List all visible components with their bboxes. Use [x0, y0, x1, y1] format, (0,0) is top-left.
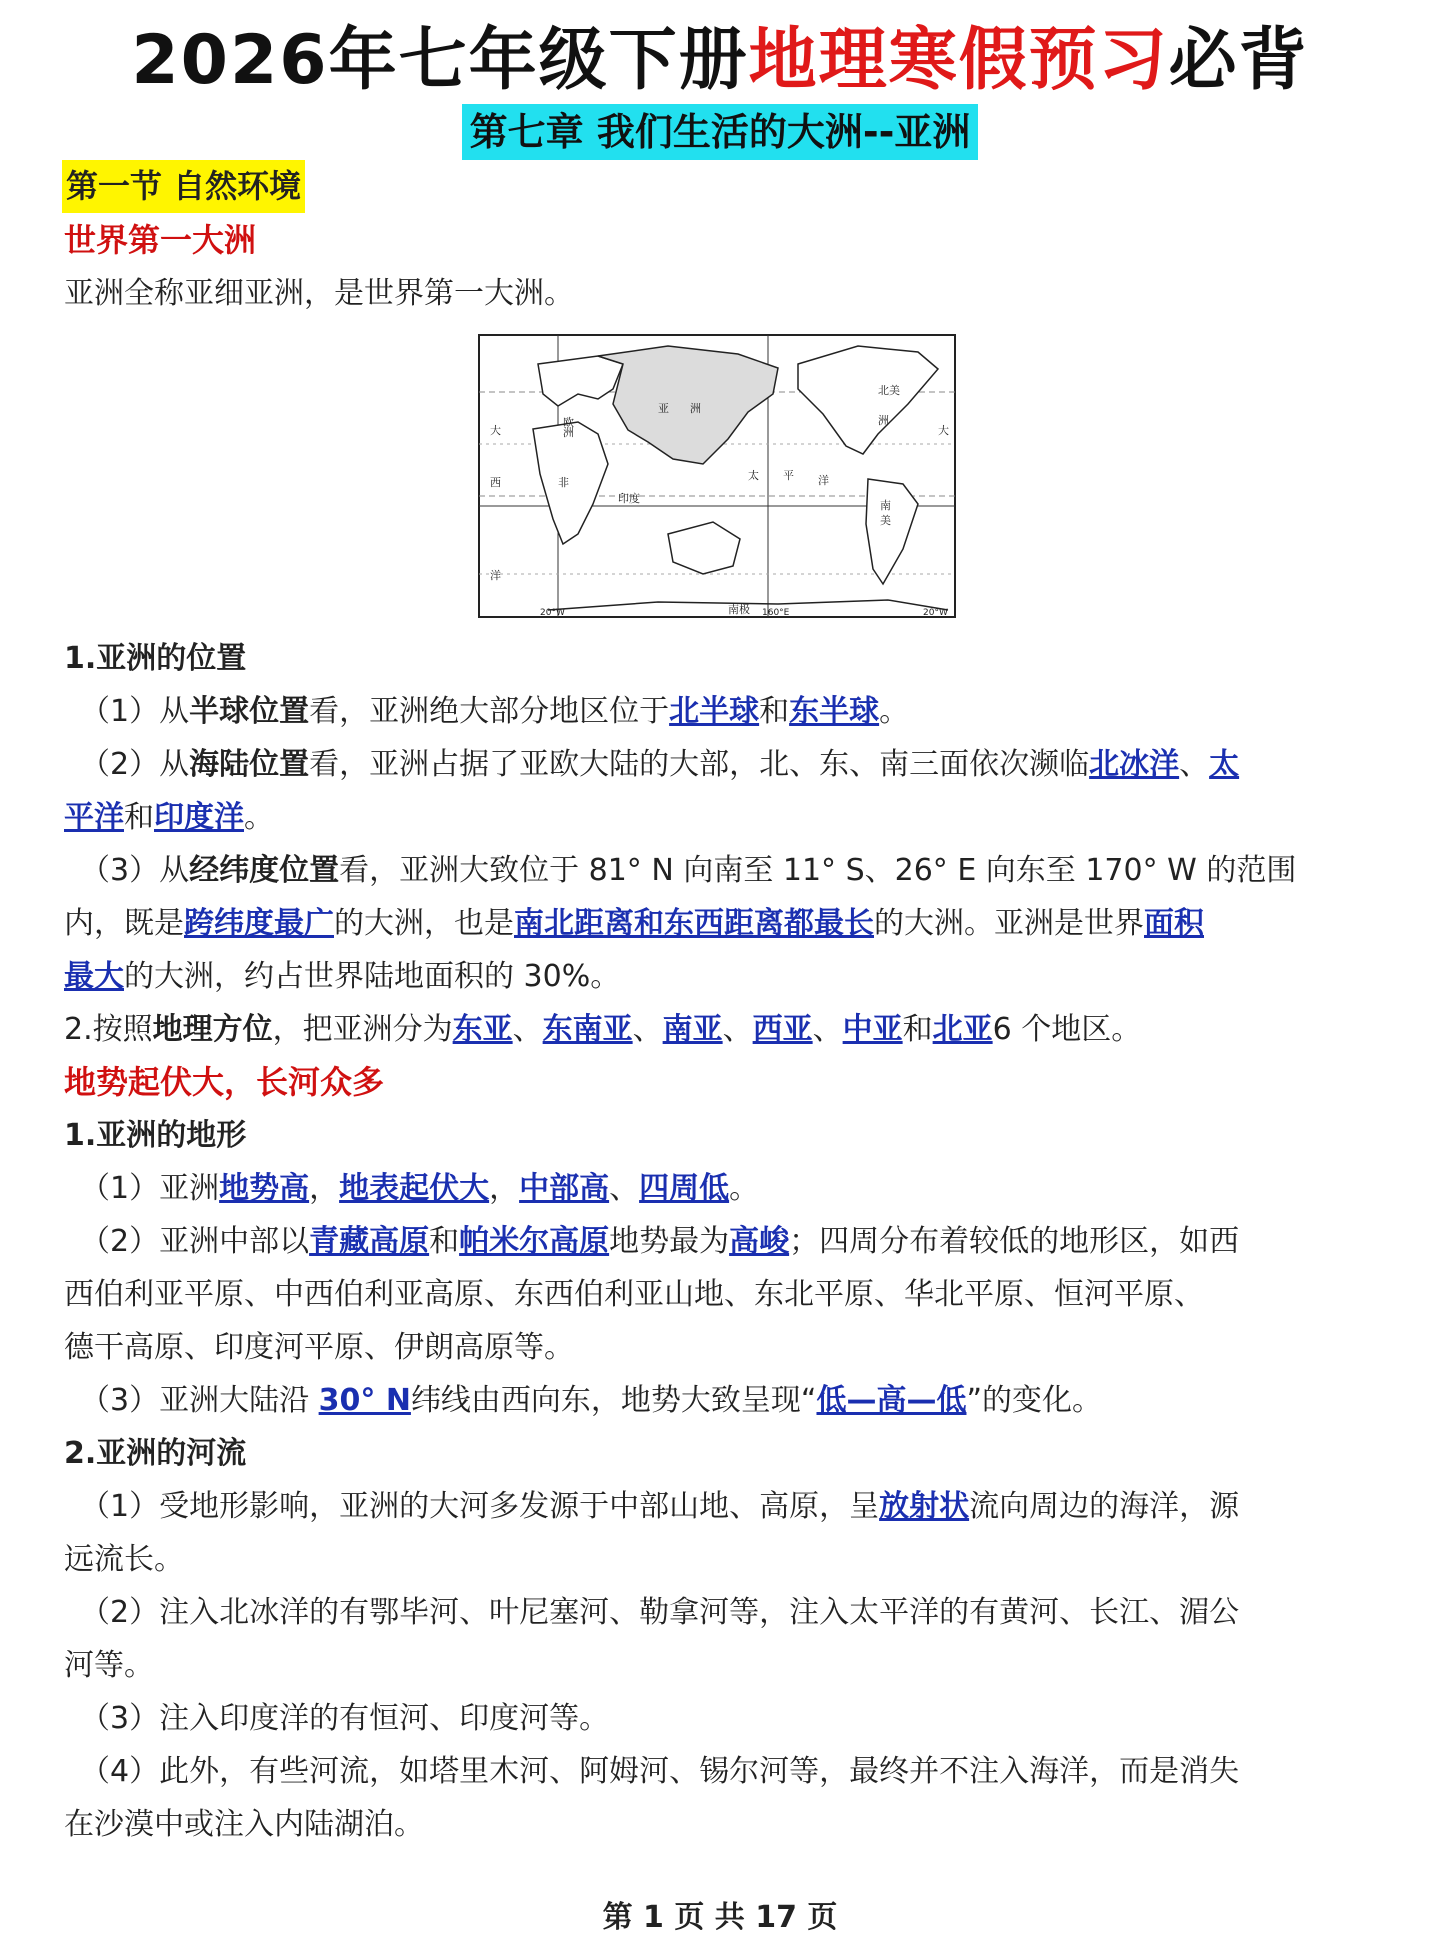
map-label: 太 — [748, 469, 759, 482]
subheading-terrain-rivers: 地势起伏大，长河众多 — [64, 1063, 385, 1101]
answer-text: 高峻 — [729, 1224, 790, 1259]
map-label: 亚 — [658, 402, 669, 415]
answer-text: 面积 — [1144, 906, 1204, 941]
map-label: 大 — [490, 424, 501, 437]
map-label: 印度 — [618, 492, 640, 505]
map-label: 西 — [490, 476, 501, 489]
answer-text: 中亚 — [842, 1012, 903, 1047]
paragraph-cont: 远流长。 — [64, 1542, 184, 1577]
answer-text: 帕米尔高原 — [459, 1224, 610, 1259]
map-label: 平 — [783, 469, 794, 482]
answer-text: 平洋 — [64, 800, 124, 835]
world-map — [478, 334, 956, 618]
page-number: 第 1 页 共 17 页 — [602, 1900, 838, 1935]
answer-text: 南北距离和东西距离都最长 — [514, 906, 874, 941]
answer-text: 西亚 — [752, 1012, 813, 1047]
paragraph-cont: 河等。 — [64, 1648, 154, 1683]
paragraph-cont: 德干高原、印度河平原、伊朗高原等。 — [64, 1330, 574, 1365]
map-label: 洲 — [878, 414, 889, 427]
answer-text: 太 — [1209, 747, 1240, 782]
paragraph: （2）从海陆位置看，亚洲占据了亚欧大陆的大部，北、东、南三面依次濒临北冰洋、太 — [80, 747, 1240, 782]
answer-text: 东南亚 — [542, 1012, 633, 1047]
paragraph-cont: 平洋和印度洋。 — [64, 800, 274, 835]
map-label: 洲 — [563, 426, 574, 439]
answer-text: 地表起伏大 — [339, 1171, 490, 1206]
answer-text: 东亚 — [452, 1012, 513, 1047]
map-lon-label: 20°W — [540, 608, 565, 618]
answer-text: 放射状 — [879, 1489, 970, 1524]
answer-text: 印度洋 — [154, 800, 244, 835]
paragraph: （3）从经纬度位置看，亚洲大致位于 81° N 向南至 11° S、26° E 向东至 170° W 的范围 — [80, 853, 1297, 888]
paragraph-cont: 最大的大洲，约占世界陆地面积的 30%。 — [64, 959, 621, 994]
map-lon-label: 20°W — [923, 608, 948, 618]
map-label: 美 — [880, 514, 891, 527]
heading-terrain: 1.亚洲的地形 — [64, 1118, 247, 1153]
paragraph-cont: 在沙漠中或注入内陆湖泊。 — [64, 1807, 424, 1842]
paragraph: （2）注入北冰洋的有鄂毕河、叶尼塞河、勒拿河等，注入太平洋的有黄河、长江、湄公 — [80, 1595, 1240, 1630]
map-label: 大 — [938, 424, 949, 437]
answer-text: 东半球 — [789, 694, 880, 729]
answer-text: 低—高—低 — [816, 1383, 967, 1418]
paragraph: （2）亚洲中部以青藏高原和帕米尔高原地势最为高峻；四周分布着较低的地形区，如西 — [80, 1224, 1240, 1259]
answer-text: 青藏高原 — [309, 1224, 430, 1259]
paragraph: （1）亚洲地势高，地表起伏大，中部高、四周低。 — [80, 1171, 760, 1206]
map-lon-label: 160°E — [762, 608, 790, 618]
answer-text: 四周低 — [639, 1171, 730, 1206]
paragraph-cont: 内，既是跨纬度最广的大洲，也是南北距离和东西距离都最长的大洲。亚洲是世界面积 — [64, 906, 1204, 941]
paragraph: 2.按照地理方位，把亚洲分为东亚、东南亚、南亚、西亚、中亚和北亚6 个地区。 — [64, 1012, 1142, 1047]
answer-text: 南亚 — [662, 1012, 723, 1047]
map-label: 南 — [880, 499, 891, 512]
map-label: 洋 — [818, 474, 829, 487]
answer-text: 北半球 — [669, 694, 760, 729]
map-label: 洲 — [690, 402, 701, 415]
answer-text: 30° N — [318, 1383, 411, 1418]
heading-rivers: 2.亚洲的河流 — [64, 1436, 247, 1471]
heading-asia-location: 1.亚洲的位置 — [64, 641, 247, 676]
subheading-largest-continent: 世界第一大洲 — [64, 221, 257, 259]
map-label: 洋 — [490, 569, 501, 582]
paragraph: （1）从半球位置看，亚洲绝大部分地区位于北半球和东半球。 — [80, 694, 910, 729]
page-title: 2026年七年级下册地理寒假预习必背 — [131, 21, 1309, 100]
paragraph: （4）此外，有些河流，如塔里木河、阿姆河、锡尔河等，最终并不注入海洋，而是消失 — [80, 1754, 1240, 1789]
title-highlight: 地理寒假预习 — [748, 21, 1169, 100]
answer-text: 跨纬度最广 — [184, 906, 334, 941]
paragraph: （3）亚洲大陆沿 30° N纬线由西向东，地势大致呈现“低—高—低”的变化。 — [80, 1383, 1103, 1418]
answer-text: 最大 — [64, 959, 124, 994]
answer-text: 北冰洋 — [1089, 747, 1180, 782]
paragraph: （3）注入印度洋的有恒河、印度河等。 — [80, 1701, 610, 1736]
intro-text: 亚洲全称亚细亚洲，是世界第一大洲。 — [64, 276, 574, 311]
chapter-title: 第七章 我们生活的大洲--亚洲 — [462, 104, 979, 160]
map-label: 南极 — [728, 603, 750, 616]
paragraph: （1）受地形影响，亚洲的大河多发源于中部山地、高原，呈放射状流向周边的海洋，源 — [80, 1489, 1240, 1524]
answer-text: 地势高 — [219, 1171, 310, 1206]
document-body — [64, 160, 1384, 1851]
map-label: 欧 — [563, 416, 574, 429]
section-title: 第一节 自然环境 — [62, 160, 305, 213]
answer-text: 中部高 — [519, 1171, 610, 1206]
map-label: 北美 — [878, 384, 900, 397]
map-label: 非 — [558, 476, 569, 489]
paragraph-cont: 西伯利亚平原、中西伯利亚高原、东西伯利亚山地、东北平原、华北平原、恒河平原、 — [64, 1277, 1204, 1312]
answer-text: 北亚 — [932, 1012, 993, 1047]
